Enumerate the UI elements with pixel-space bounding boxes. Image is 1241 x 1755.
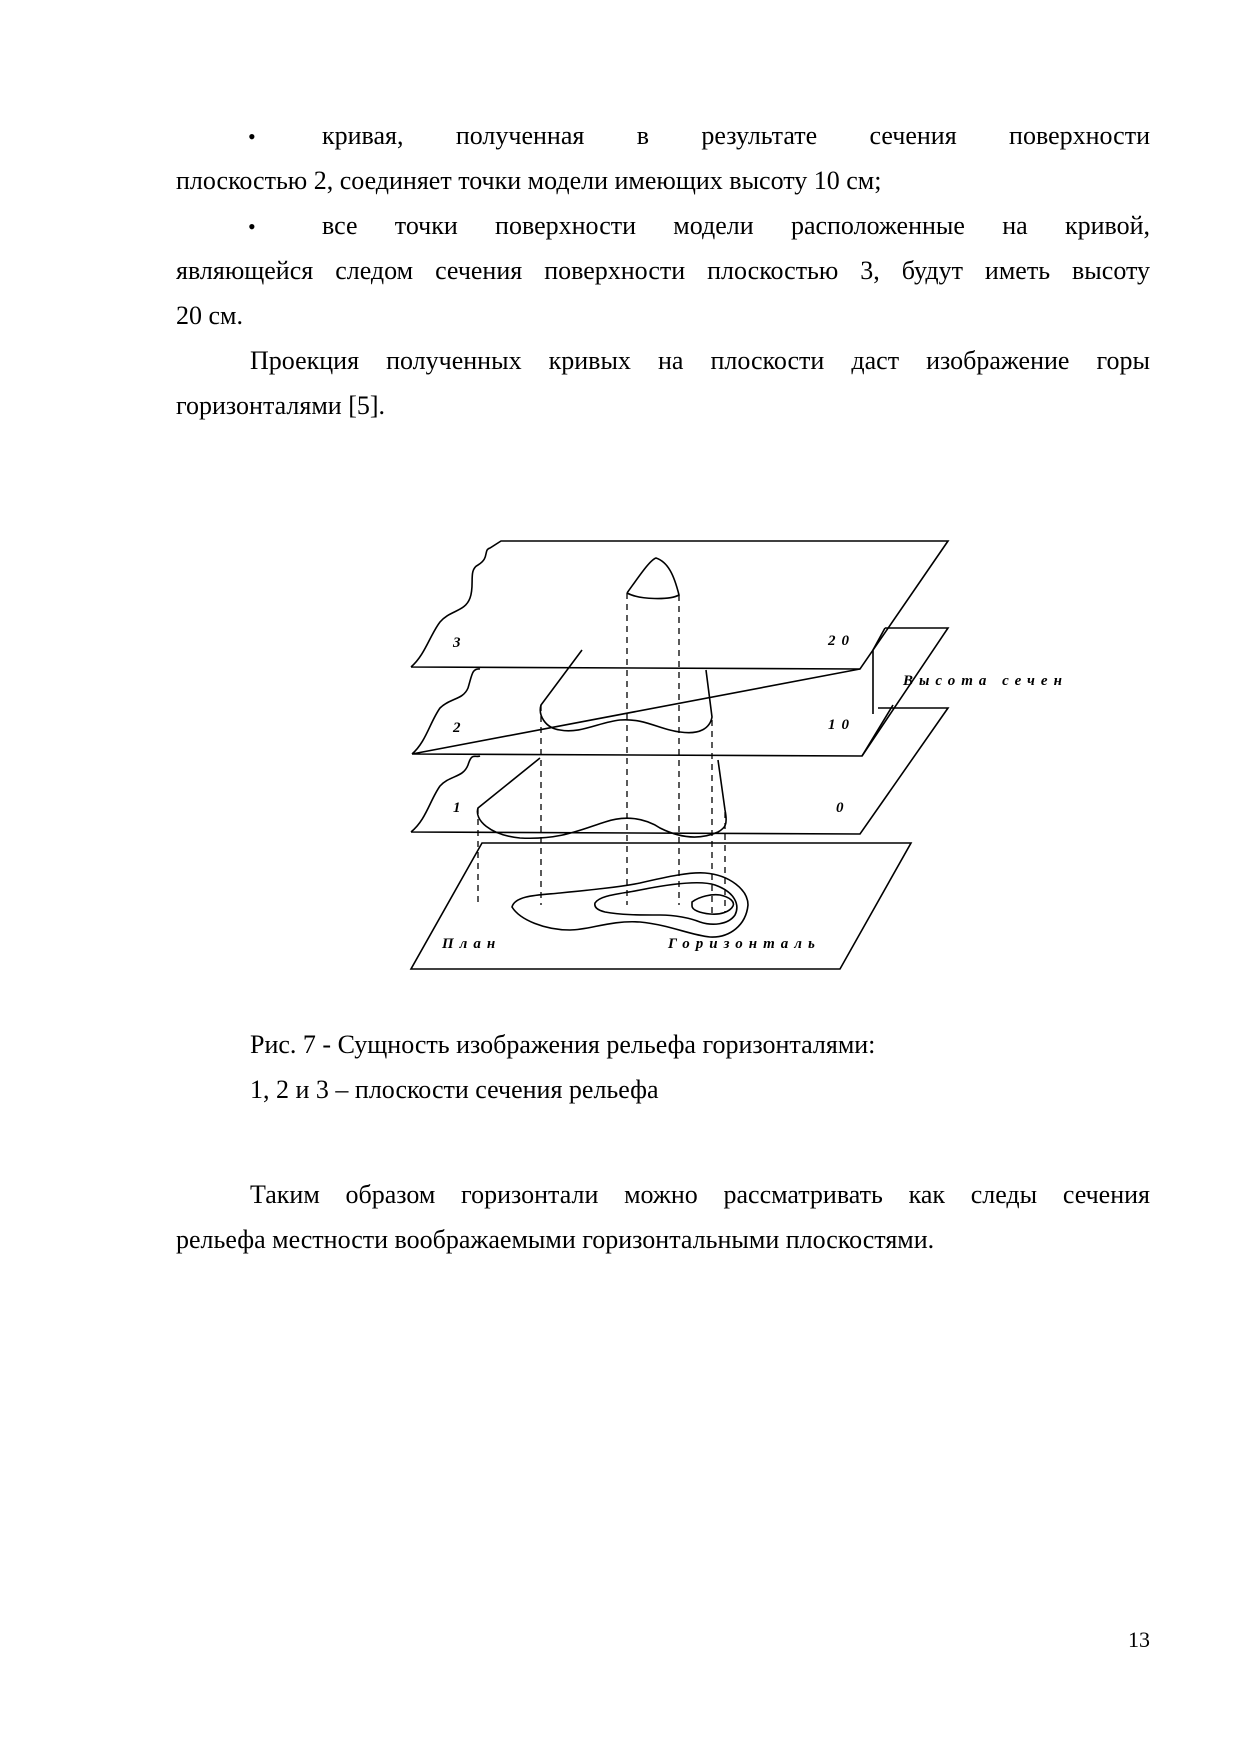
page-number: 13 xyxy=(1128,1627,1150,1652)
plane-label-2: 2 xyxy=(453,720,461,736)
conclusion-line2: рельефа местности воображаемыми горизонтальными плоскостями. xyxy=(176,1225,935,1254)
plan-label: План xyxy=(442,936,502,952)
plane-label-3: 3 xyxy=(453,635,461,651)
plane-2 xyxy=(412,669,893,756)
height-label-20: 20 xyxy=(828,633,855,649)
section-height-panel xyxy=(862,628,948,756)
bullet-marker: • xyxy=(248,214,256,239)
height-label-0: 0 xyxy=(836,800,844,816)
plan-contour-inner xyxy=(692,895,733,914)
summit-outline xyxy=(627,558,679,599)
conclusion-line1: Таким образом горизонтали можно рассматривать как следы сечения xyxy=(250,1180,1150,1209)
figure-drawing xyxy=(300,520,1100,990)
plane-label-1: 1 xyxy=(453,800,461,816)
contour-level-2 xyxy=(540,650,712,733)
contour-label: Горизонталь xyxy=(668,936,821,952)
plan-contour-outer xyxy=(512,873,748,937)
section-height-label: Высота сечен xyxy=(903,673,1068,689)
bullet1-line1: кривая, полученная в результате сечения поверхности xyxy=(322,121,1150,150)
figure-caption-line2: 1, 2 и 3 – плоскости сечения рельефа xyxy=(250,1075,659,1104)
plane-3 xyxy=(411,541,948,669)
projection-line2: горизонталями [5]. xyxy=(176,391,386,420)
bullet2-line3: 20 см. xyxy=(176,301,243,330)
relief-contour-figure xyxy=(300,520,1100,990)
bullet2-line1: все точки поверхности модели расположенные на кривой, xyxy=(322,211,1150,240)
bullet-marker: • xyxy=(248,124,256,149)
projection-line1: Проекция полученных кривых на плоскости даст изображение горы xyxy=(250,346,1150,375)
contour-level-1 xyxy=(477,758,726,838)
figure-caption-line1: Рис. 7 - Сущность изображения рельефа горизонталями: xyxy=(250,1030,876,1059)
height-label-10: 10 xyxy=(828,717,855,733)
plan-contour-middle xyxy=(595,883,737,924)
bullet1-line2: плоскостью 2, соединяет точки модели имеющих высоту 10 см; xyxy=(176,166,882,195)
bullet2-line2: являющейся следом сечения поверхности плоскостью 3, будут иметь высоту xyxy=(176,256,1150,285)
